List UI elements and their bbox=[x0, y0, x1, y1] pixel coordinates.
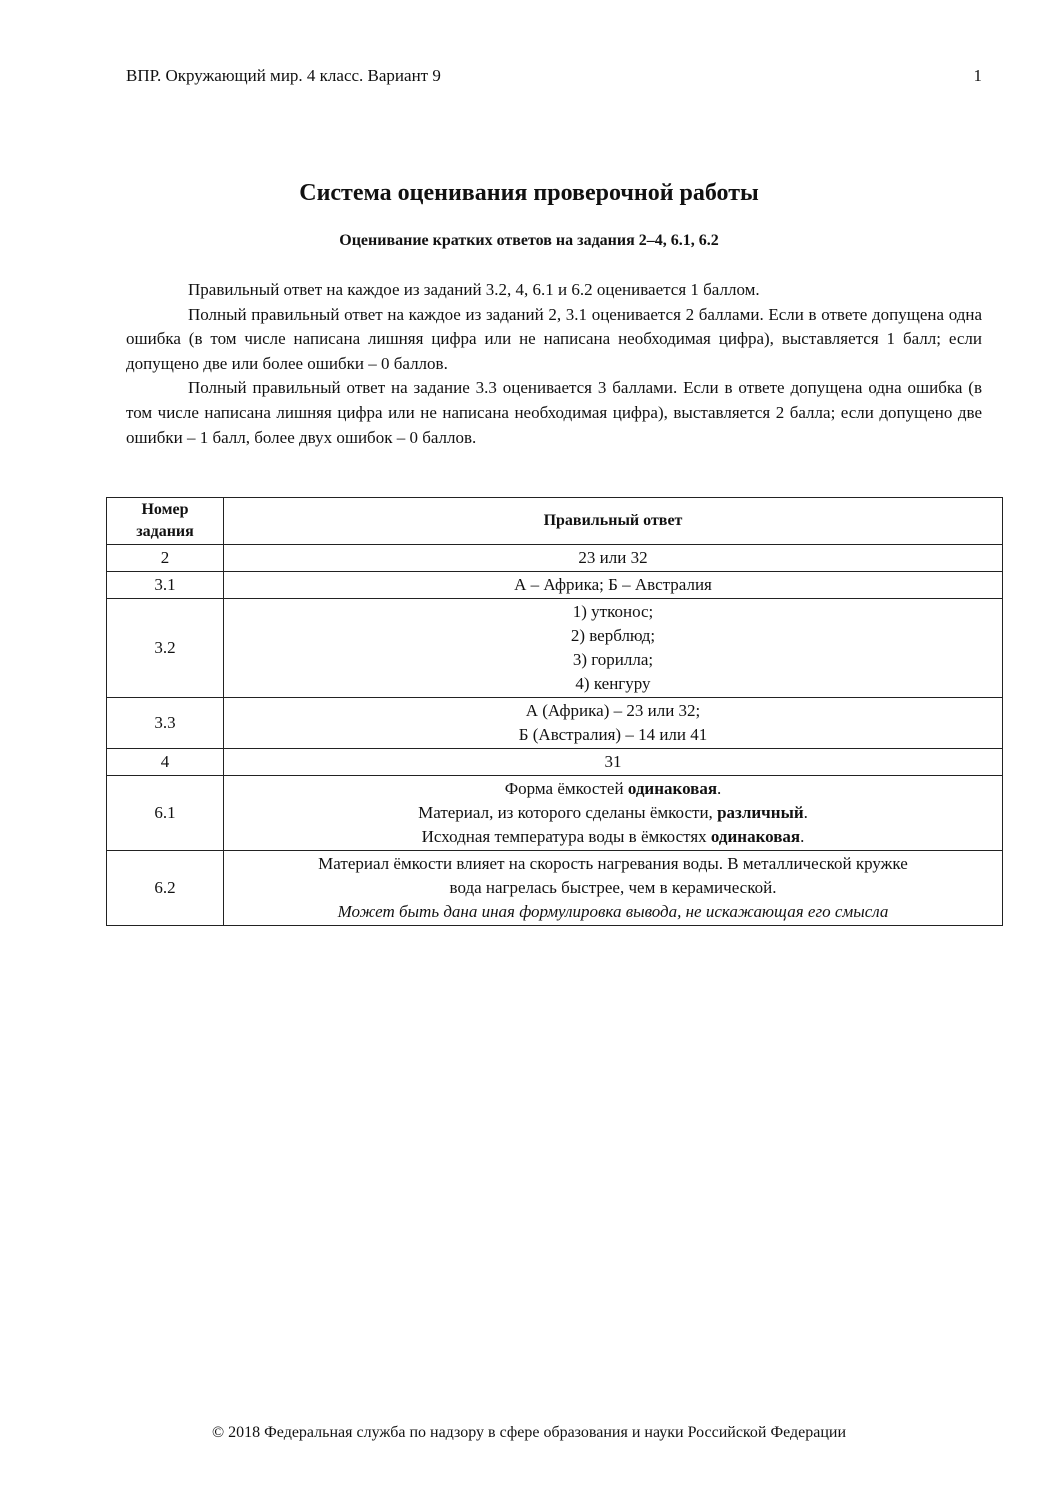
task-number: 3.3 bbox=[107, 698, 224, 749]
table-row bbox=[107, 698, 1003, 749]
task-number: 3.1 bbox=[107, 572, 224, 599]
answers-table bbox=[106, 497, 1003, 926]
task-number: 4 bbox=[107, 749, 224, 776]
table-header-row bbox=[107, 498, 1003, 545]
page-header bbox=[126, 66, 982, 90]
table-row bbox=[107, 776, 1003, 851]
table-row bbox=[107, 545, 1003, 572]
copyright-footer: © 2018 Федеральная служба по надзору в сфере образования и науки Российской Федерации bbox=[212, 1424, 846, 1441]
task-answer: Форма ёмкостей одинаковая. Материал, из которого сделаны ёмкости, различный. Исходная температура воды в ёмкостях одинаковая. bbox=[224, 776, 1003, 851]
section-subtitle: Оценивание кратких ответов на задания 2–4, 6.1, 6.2 bbox=[339, 232, 719, 249]
task-answer: А – Африка; Б – Австралия bbox=[224, 572, 1003, 599]
page-number: 1 bbox=[973, 66, 982, 85]
task-number: 2 bbox=[107, 545, 224, 572]
task-number: 6.2 bbox=[107, 851, 224, 926]
task-number: 6.1 bbox=[107, 776, 224, 851]
page-title: Система оценивания проверочной работы bbox=[299, 180, 759, 206]
task-number: 3.2 bbox=[107, 599, 224, 698]
task-answer: А (Африка) – 23 или 32; Б (Австралия) – 14 или 41 bbox=[224, 698, 1003, 749]
header-correct-answer: Правильный ответ bbox=[224, 498, 1003, 545]
table-row bbox=[107, 749, 1003, 776]
task-answer: Материал ёмкости влияет на скорость нагревания воды. В металлической кружке вода нагрелась быстрее, чем в керамической. Может быть дана иная формулировка вывода, не искажающая его смысла bbox=[224, 851, 1003, 926]
paragraph: Полный правильный ответ на каждое из заданий 2, 3.1 оценивается 2 баллами. Если в ответе допущена одна ошибка (в том числе написана лишняя цифра или не написана необходимая цифра), выставляется 1 балл; если допущено две или более ошибки – 0 баллов. bbox=[126, 304, 982, 373]
table-row bbox=[107, 851, 1003, 926]
document-header-title: ВПР. Окружающий мир. 4 класс. Вариант 9 bbox=[126, 66, 441, 85]
task-answer: 23 или 32 bbox=[224, 545, 1003, 572]
table-row bbox=[107, 572, 1003, 599]
scoring-rules bbox=[126, 278, 982, 450]
table-row bbox=[107, 599, 1003, 698]
task-answer: 31 bbox=[224, 749, 1003, 776]
paragraph: Полный правильный ответ на задание 3.3 оценивается 3 баллами. Если в ответе допущена одна ошибка (в том числе написана лишняя цифра или не написана необходимая цифра), выставляется 2 балла; если допущено две ошибки – 1 балл, более двух ошибок – 0 баллов. bbox=[126, 378, 982, 447]
header-task-number: Номер задания bbox=[107, 498, 224, 545]
answer-note: Может быть дана иная формулировка вывода, не искажающая его смысла bbox=[337, 902, 889, 921]
task-answer: 1) утконос; 2) верблюд; 3) горилла; 4) кенгуру bbox=[224, 599, 1003, 698]
paragraph: Правильный ответ на каждое из заданий 3.2, 4, 6.1 и 6.2 оценивается 1 баллом. bbox=[188, 280, 760, 299]
